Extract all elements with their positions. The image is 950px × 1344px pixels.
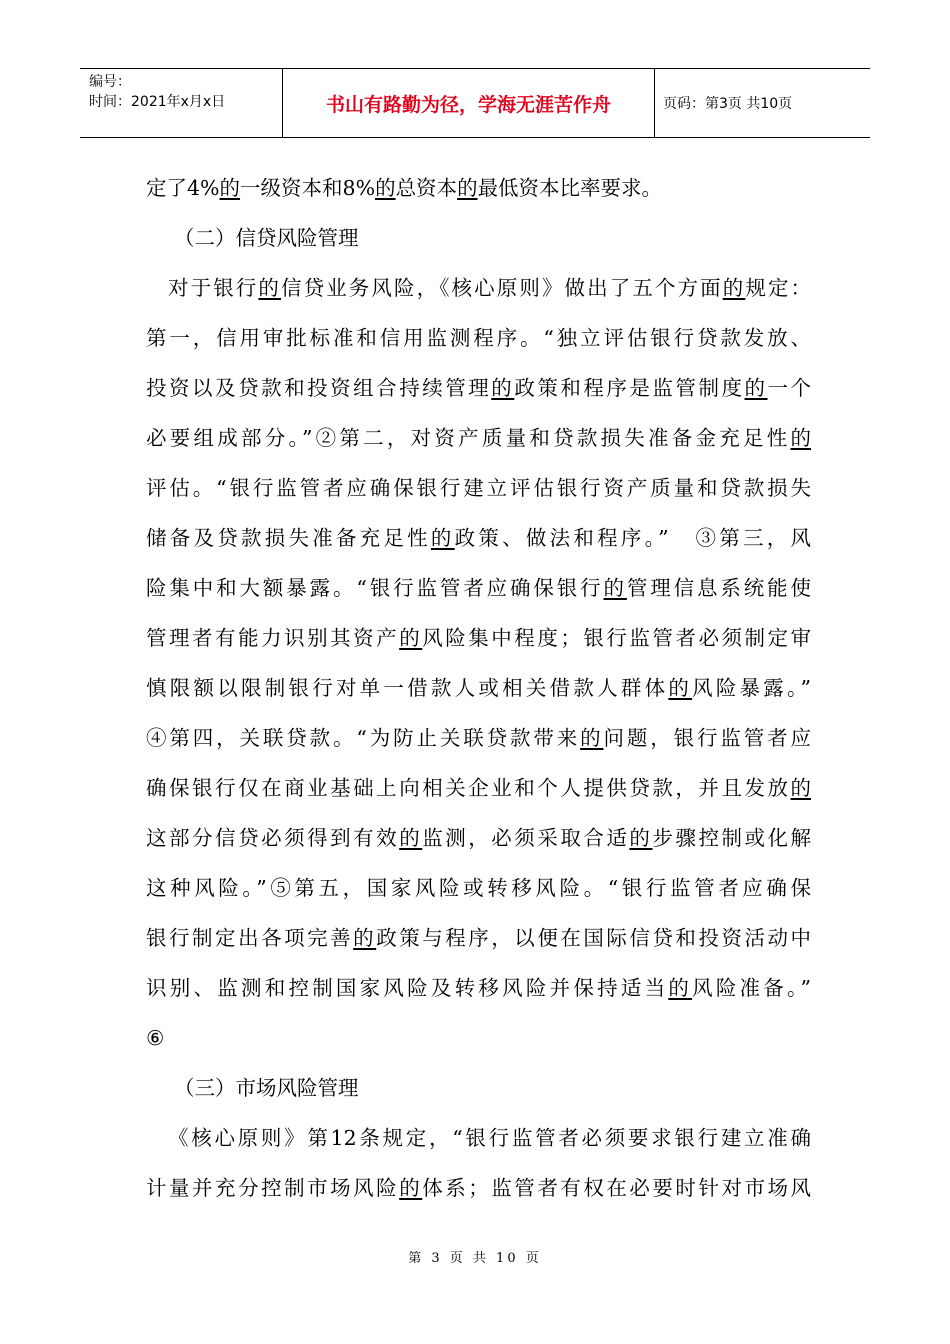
text-segment: 管理者有能力识别其资产 xyxy=(146,626,400,650)
body-line xyxy=(146,963,811,1013)
text-segment: 风险集中程度；银行监管者必须制定审 xyxy=(422,626,811,650)
text-segment: 评估。“银行监管者应确保银行建立评估银行资产质量和贷款损失 xyxy=(146,476,811,500)
text-segment: （三）市场风险管理 xyxy=(174,1076,359,1100)
underlined-text: 的 xyxy=(722,276,746,300)
text-segment: 险集中和大额暴露。“银行监管者应确保银行 xyxy=(146,576,604,600)
header-page-info: 页码：第3页 共10页 xyxy=(663,96,793,112)
section-heading-market-risk xyxy=(146,1063,811,1113)
body-line xyxy=(146,913,811,963)
text-segment: 第一，信用审批标准和信用监测程序。“独立评估银行贷款发放、 xyxy=(146,326,811,350)
text-segment: 风险暴露。” xyxy=(692,676,811,700)
text-segment: 《核心原则》第12条规定，“银行监管者必须要求银行建立准确 xyxy=(168,1126,811,1150)
section-heading-credit-risk xyxy=(146,213,811,263)
text-segment: 这部分信贷必须得到有效 xyxy=(146,826,400,850)
page-footer: 第 3 页 共 10 页 xyxy=(408,1251,542,1266)
header-motto: 书山有路勤为径，学海无涯苦作舟 xyxy=(283,69,655,137)
text-segment: 这种风险。”⑤第五，国家风险或转移风险。“银行监管者应确保 xyxy=(146,876,811,900)
text-segment: 问题，银行监管者应 xyxy=(603,726,811,750)
body-line xyxy=(146,163,811,213)
text-segment: 政策、做法和程序。” ③第三，风 xyxy=(454,526,811,550)
text-segment: 识别、监测和控制国家风险及转移风险并保持适当 xyxy=(146,976,669,1000)
underlined-text: 的 xyxy=(629,826,653,850)
document-number-label: 编号： xyxy=(89,74,131,90)
text-segment: 政策和程序是监管制度 xyxy=(514,376,745,400)
text-segment: 银行制定出各项完善 xyxy=(146,926,354,950)
text-segment: 政策与程序，以便在国际信贷和投资活动中 xyxy=(376,926,811,950)
document-body xyxy=(146,163,811,1213)
text-segment: 体系；监管者有权在必要时针对市场风 xyxy=(422,1176,811,1200)
text-segment: 管理信息系统能使 xyxy=(626,576,811,600)
body-line xyxy=(146,313,811,363)
body-line xyxy=(146,763,811,813)
text-segment: 一个 xyxy=(767,376,811,400)
page-header xyxy=(80,68,870,138)
text-segment: 定了4% xyxy=(146,176,220,200)
body-line xyxy=(146,613,811,663)
header-meta-cell xyxy=(80,69,283,137)
body-line xyxy=(146,813,811,863)
underlined-text: 的 xyxy=(353,926,377,950)
body-line xyxy=(146,1013,811,1063)
text-segment: 总资本 xyxy=(395,176,458,200)
underlined-text: 的 xyxy=(457,176,478,200)
underlined-text: 的 xyxy=(399,626,423,650)
text-segment: （二）信贷风险管理 xyxy=(174,226,359,250)
underlined-text: 的 xyxy=(603,576,627,600)
text-segment: 信贷业务风险，《核心原则》做出了五个方面 xyxy=(281,276,723,300)
underlined-text: 的 xyxy=(668,676,693,700)
body-line xyxy=(146,863,811,913)
body-line xyxy=(146,363,811,413)
body-line xyxy=(146,663,811,713)
text-segment: 投资以及贷款和投资组合持续管理 xyxy=(146,376,492,400)
text-segment: 步骤控制或化解 xyxy=(652,826,811,850)
underlined-text: 的 xyxy=(790,426,811,450)
underlined-text: 的 xyxy=(399,826,423,850)
underlined-text: 的 xyxy=(744,376,768,400)
text-segment: 慎限额以限制银行对单一借款人或相关借款人群体 xyxy=(146,676,669,700)
text-segment: 储备及贷款损失准备充足性 xyxy=(146,526,431,550)
body-line xyxy=(146,713,811,763)
text-segment: ④第四，关联贷款。“为防止关联贷款带来 xyxy=(146,726,581,750)
underlined-text: 的 xyxy=(375,176,396,200)
body-line xyxy=(146,1113,811,1163)
text-segment: 必要组成部分。”②第二，对资产质量和贷款损失准备金充足性 xyxy=(146,426,791,450)
underlined-text: 的 xyxy=(399,1176,423,1200)
text-segment: 确保银行仅在商业基础上向相关企业和个人提供贷款，并且发放 xyxy=(146,776,791,800)
text-segment: 对于银行 xyxy=(168,276,259,300)
body-line xyxy=(146,513,811,563)
text-segment: 最低资本比率要求。 xyxy=(477,176,663,200)
underlined-text: 的 xyxy=(430,526,455,550)
text-segment: ⑥ xyxy=(146,1026,165,1050)
text-segment: 一级资本和8% xyxy=(240,176,376,200)
body-line xyxy=(146,463,811,513)
text-segment: 风险准备。” xyxy=(692,976,811,1000)
underlined-text: 的 xyxy=(491,376,515,400)
text-segment: 计量并充分控制市场风险 xyxy=(146,1176,400,1200)
underlined-text: 的 xyxy=(790,776,811,800)
text-segment: 规定： xyxy=(745,276,811,300)
text-segment: 监测，必须采取合适 xyxy=(422,826,630,850)
body-line xyxy=(146,413,811,463)
underlined-text: 的 xyxy=(219,176,241,200)
body-line xyxy=(146,563,811,613)
document-date-label: 时间：2021年x月x日 xyxy=(89,94,226,110)
body-line xyxy=(146,1163,811,1213)
underlined-text: 的 xyxy=(258,276,282,300)
underlined-text: 的 xyxy=(668,976,693,1000)
body-line xyxy=(146,263,811,313)
underlined-text: 的 xyxy=(580,726,604,750)
